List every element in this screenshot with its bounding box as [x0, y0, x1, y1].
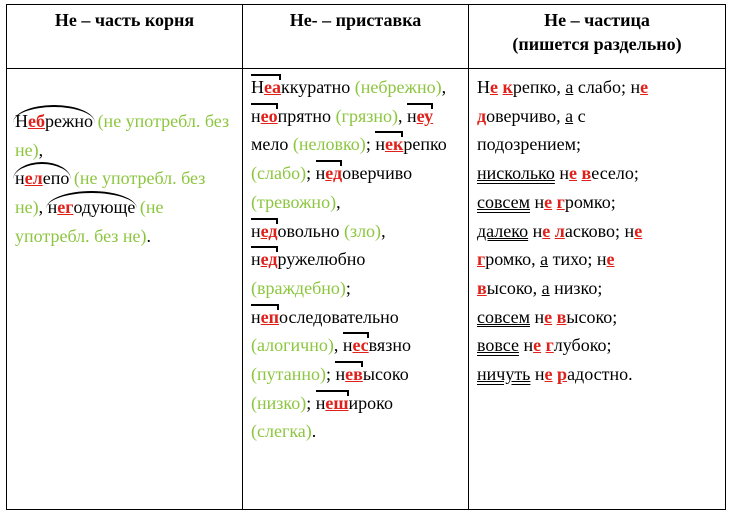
root-note: (не употребл. без не) [15, 111, 230, 160]
particle-line: ничуть не радостно. [477, 364, 633, 385]
root-cell: Небрежно (не употребл. без не), нелепо (не употребл. без не), негодующе (не употребл. без не). [7, 69, 243, 510]
particle-line: далеко не ласково; не [477, 220, 643, 241]
prefix-mark: неу [407, 102, 433, 131]
synonym: (грязно) [335, 105, 398, 126]
header-row [7, 5, 726, 69]
prefix-mark: нек [375, 130, 403, 159]
prefix-mark: нео [251, 102, 278, 131]
rules-table [6, 4, 726, 510]
header-root [7, 5, 243, 69]
prefix-mark: неп [251, 303, 279, 332]
particle-cell [469, 69, 726, 510]
prefix-mark: нед [316, 159, 343, 188]
particle-line: совсем не громко; [477, 191, 616, 212]
synonym: (слегка) [251, 421, 312, 442]
synonym: (зло) [343, 220, 382, 241]
synonym: (алогично) [251, 335, 334, 356]
prefix-mark: нед [251, 217, 278, 246]
synonym: (враждебно) [251, 277, 346, 298]
synonym: (неловко) [292, 134, 366, 155]
header-prefix-text: Не- – приставка [289, 10, 422, 30]
particle-line: высоко, а низко; [477, 277, 603, 298]
root-note: (не употребл. без не) [15, 197, 164, 246]
particle-line: доверчиво, а с [477, 105, 586, 126]
body-row [7, 69, 726, 510]
synonym: (тревожно) [251, 191, 337, 212]
root-note: (не употребл. без не) [15, 168, 206, 218]
synonym: (небрежно) [354, 77, 442, 97]
synonym: (слабо) [251, 163, 307, 184]
header-particle-line1: Не – частица [544, 10, 650, 30]
prefix-mark: нес [343, 331, 369, 360]
particle-line: нисколько не весело; [477, 163, 639, 184]
header-particle-line2: (пишется раздельно) [512, 34, 682, 54]
root-word-nebrezhno: Небрежно [15, 107, 93, 136]
prefix-mark: нев [335, 360, 362, 389]
particle-line: подозрением; [477, 134, 582, 155]
particle-line: совсем не высоко; [477, 306, 618, 327]
particle-line: громко, а тихо; не [477, 249, 615, 270]
root-word-negoduyushche: негодующе [48, 193, 136, 222]
header-root-text: Не – часть корня [54, 10, 195, 30]
synonym: (низко) [251, 392, 307, 413]
particle-line: вовсе не глубоко; [477, 335, 612, 356]
prefix-mark: неш [316, 389, 349, 418]
root-word-nelepo: нелепо [15, 164, 69, 193]
header-prefix [243, 5, 469, 69]
header-particle [469, 5, 726, 69]
synonym: (путанно) [251, 364, 326, 385]
prefix-cell: Неаккуратно (небрежно), неопрятно (грязно), неумело (неловко); некрепко (слабо); недоверчиво (тревожно), недовольно (зло), недружелюбно (враждебно); непоследовательно (алогично), несвязно (путанно); невысоко (низко); нешироко (слегка). [243, 69, 469, 510]
particle-line: Не крепко, а слабо; не [477, 77, 649, 97]
prefix-mark: нед [251, 245, 278, 274]
prefix-mark: Неа [251, 73, 281, 102]
